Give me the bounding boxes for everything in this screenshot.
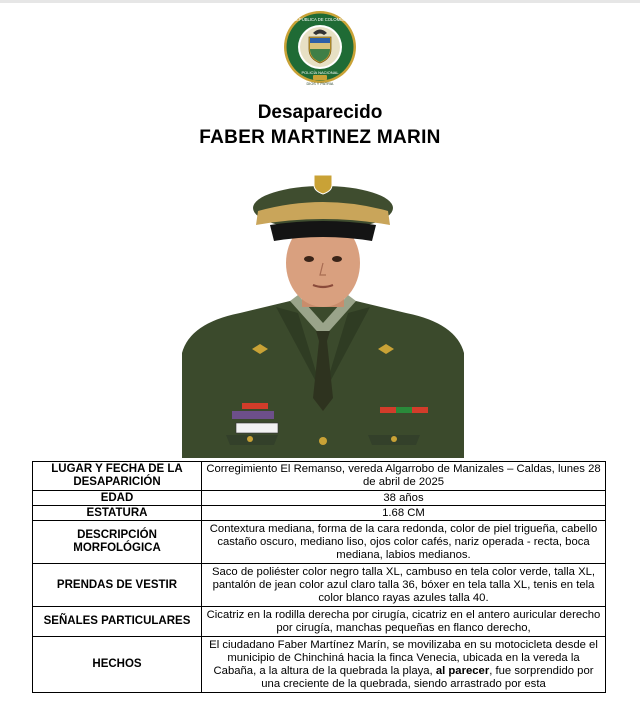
row-label: PRENDAS DE VESTIR [33, 564, 202, 607]
row-value: Contextura mediana, forma de la cara redonda, color de piel trigueña, cabello castaño oscuro, mediano liso, ojos color cafés, nariz operada - recta, boca mediana, labios medianos. [202, 521, 606, 564]
row-label: SEÑALES PARTICULARES [33, 607, 202, 637]
hechos-text-bold: al parecer [435, 664, 490, 677]
row-value: 38 años [202, 491, 606, 506]
row-value: 1.68 CM [202, 506, 606, 521]
row-value: Saco de poliéster color negro talla XL, cambuso en tela color verde, talla XL, pantalón de jean color azul claro talla 36, bóxer en tela talla XL, tenis en tela color blanco rayas azules talla 40. [202, 564, 606, 607]
info-table [32, 461, 606, 693]
row-value: Cicatriz en la rodilla derecha por cirugía, cicatriz en el antero auricular derecho por cirugía, manchas pequeñas en flanco derecho, [202, 607, 606, 637]
table-row [33, 462, 606, 491]
row-label: LUGAR Y FECHA DE LA DESAPARICIÓN [33, 462, 202, 491]
seal-text-bottom: DIOS Y PATRIA [306, 82, 334, 86]
row-label: EDAD [33, 491, 202, 506]
table-row [33, 607, 606, 637]
person-photo [180, 163, 466, 458]
seal-text-mid: POLICÍA NACIONAL [301, 70, 339, 75]
table-row [33, 564, 606, 607]
row-value [202, 637, 606, 693]
top-divider [0, 0, 640, 3]
status-heading: Desaparecido [257, 102, 383, 123]
police-seal-logo [282, 9, 358, 89]
table-row [33, 491, 606, 506]
seal-text-top: REPÚBLICA DE COLOMBIA [293, 17, 347, 22]
table-row [33, 521, 606, 564]
row-label: HECHOS [33, 637, 202, 693]
hechos-text-a: El ciudadano Faber Martínez Marín, se movilizaba en su motocicleta desde el municipio de Chinchiná hacia la finca Venecia, ubicada en la vereda la Cabaña, a la altura de la quebrada la playa, [209, 638, 598, 677]
row-label: DESCRIPCIÓN MORFOLÓGICA [33, 521, 202, 564]
table-row [33, 637, 606, 693]
hechos-text-c: , fue sorprendido por una creciente de la quebrada, siendo arrastrado por esta [261, 664, 594, 690]
person-name: FABER MARTINEZ MARIN [199, 127, 441, 148]
table-row [33, 506, 606, 521]
row-value: Corregimiento El Remanso, vereda Algarrobo de Manizales – Caldas, lunes 28 de abril de 2025 [202, 462, 606, 491]
row-label: ESTATURA [33, 506, 202, 521]
